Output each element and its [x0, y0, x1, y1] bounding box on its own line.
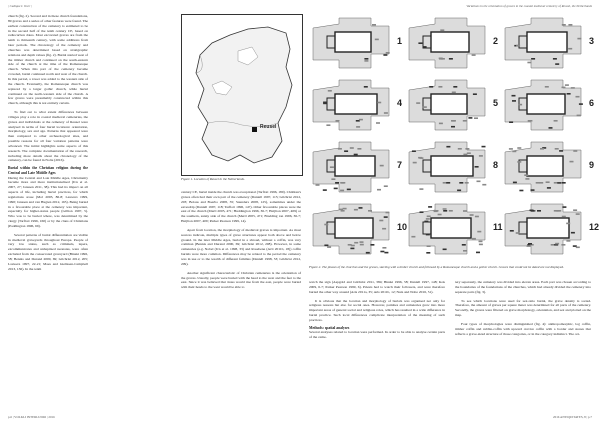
phase-plan — [501, 200, 600, 258]
paragraph: Apart from location, the morphology of medieval graves is important. As most sources indicate, multiple types of grave structures appear both above and below ground. In the later Middle Ages, burial in a shroud, without a coffin, was very common (Bennis and Durand 2000, 69; Gilchrist 2012, 208). However, in some cemeteries (e.g. Nobel (Ivn et al. 1998, 33) and Rosebene (Avtt 2011b, 18)) coffin burials were more common. Differences may be related to the period the cemetery was in use or to the wealth of different families (Daniell 1998, 53; Gilchrist 2012, 209). — [181, 227, 301, 266]
paragraph: tery separately, the cemetery was divided into eleven areas. Each part was chosen according to the boundaries of the foundations of the churches, which had already divided the cemetery into separate parts (fig. 3). — [455, 280, 591, 294]
paragraph: Several patterns of burial differentiation are visible in medieval graveyards throughout Europe. People of very low status, such as criminals, lepers, excommunicates and unbaptised neonates, were often excluded from the consecrated graveyard (Binski 1996, 58; Bennis and Durand 2000, 69; Gilchrist 2012, 205; Lauwers 1997, 22-21; Maes and Gielissen-Campbell 2013, 136). In the tenth — [8, 232, 88, 271]
paragraph: Another significant characteristic of Christian cemeteries is the orientation of the graves. Usually, people were buried with the head to the west and the feet to the east. Since it was believed that Jesus would rise from the east, people were buried with their heads to the west would be able to — [181, 270, 301, 290]
paragraph: To see which locations were used for sex-ratio burial, the grave density is sorted. Therefore, the amount of graves per square meter was determined for all parts of the cemetery. Secondly, the graves were filtered on grave morphology, orientation, and sex and plotted on the map. — [455, 298, 591, 318]
netherlands-map-icon — [182, 15, 302, 175]
section-heading: Burial within the Christian religion during the Central and Late Middle Ages — [8, 166, 88, 175]
phase-number: 1 — [397, 36, 403, 46]
phase-number: 4 — [397, 98, 403, 108]
paragraph: watch the sign (Aspgold and Gilchrist 2011, 384; Binski 1996, 58; Daniell 1997, 148; Kok 2009, 6-7; Parker Pearson 1999, 6). Priests had to watch their followers, and were therefore buried the other way around (Aris 2011a, 35; Aris 2011b, 12; Nuis and Nolte 2016, 51). — [309, 280, 445, 294]
figure-caption: Figure 1. Location of Reusel in the Netherlands. — [181, 177, 245, 181]
phase-number: 9 — [589, 160, 595, 170]
paragraph: To find out to what extent differences between villages play a role in coastal medieval cemeteries, the graves and individuals at the cemetery of Reusel were analysed in terms of four burial locations: orientation, morphology, sex and age. Patterns that appeared were then compared to other archaeological sites, and possible reasons for all four variation patterns were advanced. The initial highlights some aspects of this research. The complete documentation of the research, including more details about the chronology of the cemetery, can be found in Nolte (2016). — [8, 110, 88, 163]
phase-plan — [501, 14, 595, 72]
phase-plans-figure — [309, 14, 600, 262]
paragraph: Four types of morphologies were distinguished (fig. 4): anthropomorphic, log coffin, timber coffin and rubble-coffin with upward crevice coffin with a border and stones that reflects a grave-sized structure of those categories, or in the category indistinct. The ori- — [455, 321, 591, 336]
text-column-1 — [8, 14, 88, 272]
figure-caption: Figure 2. The phases of the churches and the graves, starting with a timber church and followed by a Romanesque church and a gothic church. Graves that could not be dated are not displayed. — [309, 265, 564, 269]
phase-plan — [405, 200, 503, 258]
phase-plan — [309, 14, 403, 72]
phase-number: 3 — [589, 36, 595, 46]
running-header-right: Variations in the orientation of graves in the coastal medieval cemetery of Reusel, the Netherlands — [466, 4, 592, 8]
paragraph: century CE, burial inside the church was exceptional (Tarflott 1996, 180). Children's graves often had their own part of the cemetery (Daniell 1997, 115; Gilchrist 2012, 203; Bolaas and Boerbo 2008, 35; Saunders 2008, 125), sometimes under the eavesdrip (Daniell 1997, 118; Tarflott 1996, 147). Other favourable places were the east of the church (Mertl 2005, 471; Huddington 1996, 36-7; Haijlton 2007, 409) or the southern, sunny side of the church (Mertl 2005, 471; Bradding ton 1996, 36-7; Haijlton 2007, 409; Parker Pearson 1999, 14). — [181, 190, 301, 224]
phase-plan — [309, 200, 408, 258]
phase-number: 10 — [397, 222, 408, 232]
phase-number: 7 — [397, 160, 403, 170]
phase-plan — [405, 138, 499, 196]
phase-plan — [309, 138, 403, 196]
phase-plan — [501, 76, 595, 134]
phase-number: 8 — [493, 160, 499, 170]
phase-number: 12 — [589, 222, 600, 232]
reusel-marker — [252, 127, 257, 132]
map-label: Reusel — [260, 124, 277, 130]
footer-left: p.6 | VOLKLI INTERLUDIO | 2016 — [8, 415, 55, 419]
phase-plan — [309, 76, 403, 134]
text-column-2 — [181, 190, 301, 290]
section-heading: Methods: spatial analyses — [309, 325, 350, 330]
phase-plan — [405, 14, 499, 72]
phase-number: 6 — [589, 98, 595, 108]
footer-right: 2016 ANTIQUITATES, 8 | p.7 — [553, 415, 592, 419]
phase-number: 11 — [493, 222, 503, 232]
paragraph: It is obvious that the location and morphology of burials was organised not only for religious reasons but also for social ones. However, parishes and cemeteries grew into more important areas of general social and religious roles, which has resulted in a wide difference in burial practice. Such local differences complicate interpretation of the meaning of such practices. — [309, 298, 445, 322]
paragraph: During the Central and Late Middle Ages, Christianity became more and more institutionalised (Ivn et al. 2007, 27; Janssen 2011, 38). This had its impact on all aspects of life, including burial practices, for which regulations arose (Mol 2003, 86-8; Lauwers 1999, 1990; Janssen and van Hugten 2012, 165). Being buried in a favourable place at the cemetery was important, especially for higher-status people (Gillion 1997, 5). Who was to be buried where, was determined by the clergy (Tarflott 1996, 160) or by the clans of Christians (Paddington 1996, 69). — [8, 175, 88, 228]
phase-plan — [501, 138, 595, 196]
location-map — [181, 14, 303, 176]
phase-number: 2 — [493, 36, 499, 46]
paragraph: Several analyses related to location were performed. In order to be able to analyse certain parts of the ceme- — [309, 330, 445, 340]
paragraph: church (fig. 2). Second and in these church foundations, 89 graves and a series of other features were found. The earliest construction of the cemetery is estimated to be in the second half of the tenth century CE, based on radiocarbon dates. Most excavated graves are from the tenth to thirteenth century, with some additions from later periods. The chronology of the cemetery and churches was determined based on stratigraphic relations and depth values (fig. 2). Burial started west of the timber church and continued on the south-eastern side of the church at the time of the Romanesque church. When this part of the cemetery became crowded, burial continued north and west of the church. In this period, a tower was added to the western side of the church. Eventually, the Romanesque church was replaced by a larger gothic church, while burial continued on the north-western side of the church. A few graves were presumably constructed within this church, although this is not entirely certain. — [8, 14, 88, 106]
phase-number: 5 — [493, 98, 499, 108]
text-column-4 — [455, 280, 591, 336]
text-column-3 — [309, 280, 445, 340]
running-header-left: | Cadique I. Over | — [8, 4, 32, 8]
phase-plan — [405, 76, 499, 134]
